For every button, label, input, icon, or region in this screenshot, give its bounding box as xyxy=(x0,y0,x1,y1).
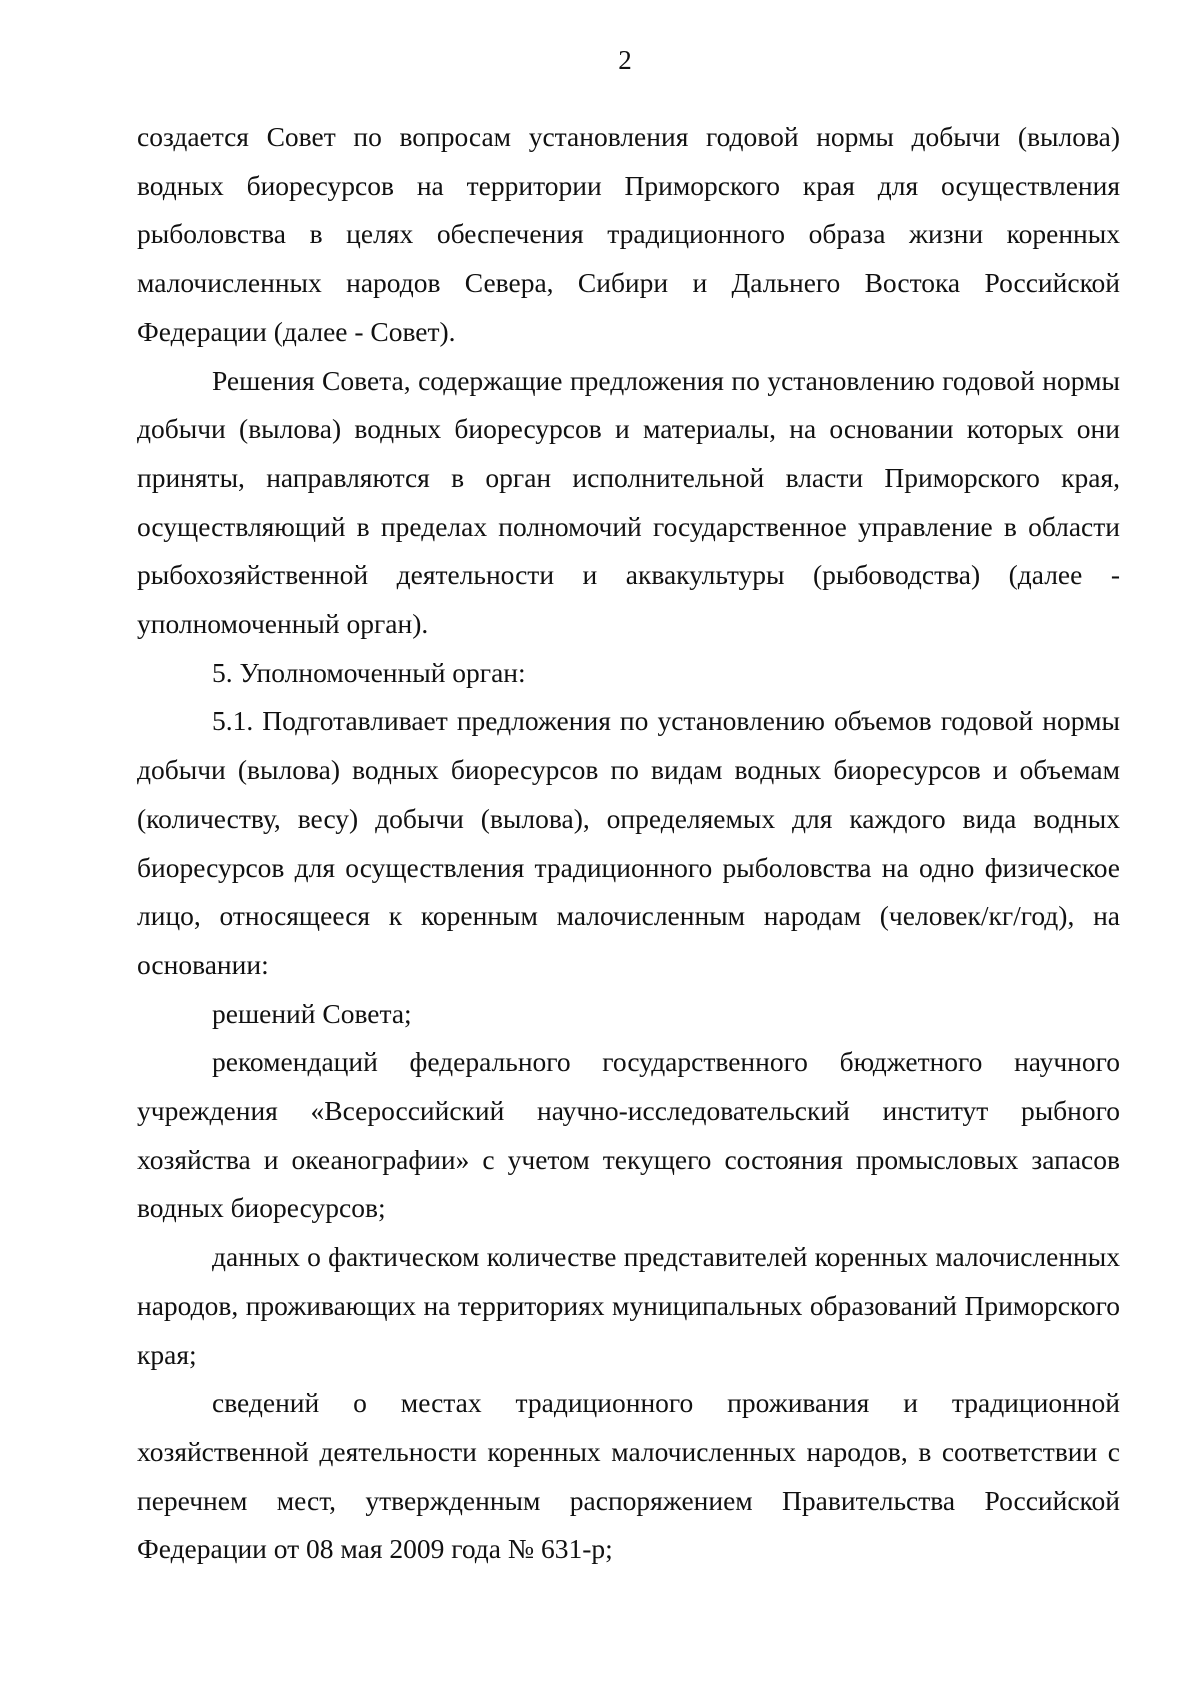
paragraph-basis-places-info: сведений о местах традиционного проживания и традиционной хозяйственной деятельности коренных малочисленных народов, в соответствии с перечнем мест, утвержденным распоряжением Правительства Российской Федерации от 08 мая 2009 года № 631-р; xyxy=(137,1387,1120,1565)
paragraph-item-5: 5. Уполномоченный орган: xyxy=(212,656,526,688)
paragraph-council-created: создается Совет по вопросам установления годовой нормы добычи (вылова) водных биоресурсов на территории Приморского края для осуществления рыболовства в целях обеспечения традиционного образа жизни коренных малочисленных народов Севера, Сибири и Дальнего Востока Российской Федерации (далее - Совет). xyxy=(137,121,1120,347)
document-body xyxy=(137,113,1120,1574)
page-number: 2 xyxy=(618,45,632,75)
paragraph-basis-council-decisions: решений Совета; xyxy=(212,997,412,1029)
paragraph-item-5-1: 5.1. Подготавливает предложения по установлению объемов годовой нормы добычи (вылова) водных биоресурсов по видам водных биоресурсов и объемам (количеству, весу) добычи (вылова), определяемых для каждого вида водных биоресурсов для осуществления традиционного рыболовства на одно физическое лицо, относящееся к коренным малочисленным народам (человек/кг/год), на основании: xyxy=(137,705,1120,980)
paragraph-basis-population-data: данных о фактическом количестве представителей коренных малочисленных народов, проживающих на территориях муниципальных образований Приморского края; xyxy=(137,1241,1120,1370)
paragraph-basis-recommendations: рекомендаций федерального государственного бюджетного научного учреждения «Всероссийский научно-исследовательский институт рыбного хозяйства и океанографии» с учетом текущего состояния промысловых запасов водных биоресурсов; xyxy=(137,1046,1120,1224)
paragraph-council-decisions: Решения Совета, содержащие предложения по установлению годовой нормы добычи (вылова) водных биоресурсов и материалы, на основании которых они приняты, направляются в орган исполнительной власти Приморского края, осуществляющий в пределах полномочий государственное управление в области рыбохозяйственной деятельности и аквакультуры (рыбоводства) (далее - уполномоченный орган). xyxy=(137,364,1120,640)
